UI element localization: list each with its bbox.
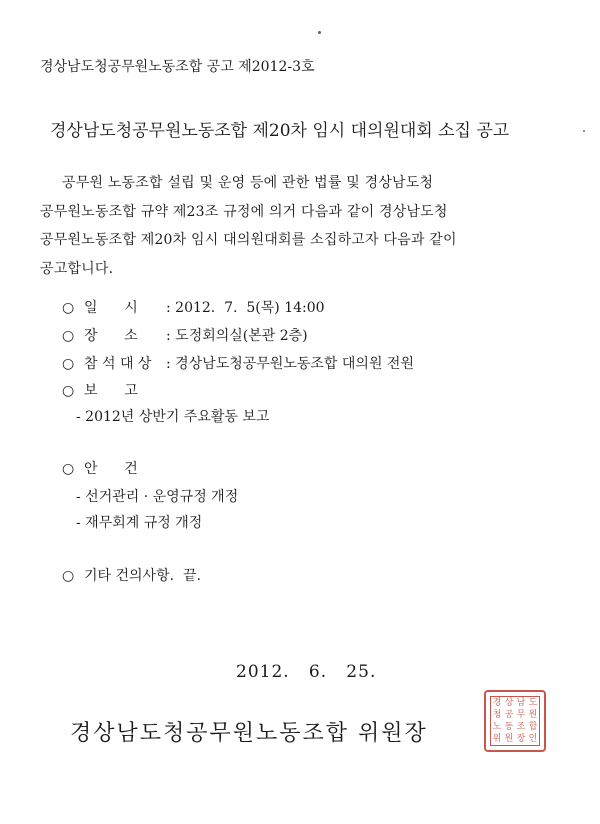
notice-number: 경상남도청공무원노동조합 공고 제2012-3호 <box>40 59 315 75</box>
item-place-value: : 도정회의실(본관 2층) <box>166 328 308 344</box>
item-agenda-sub-2: - 재무회계 규정 개정 <box>76 515 203 531</box>
item-report-sub: - 2012년 상반기 주요활동 보고 <box>76 409 270 425</box>
body-line-1: 공무원 노동조합 설립 및 운영 등에 관한 법률 및 경상남도청 <box>62 175 434 191</box>
bullet-icon: ○ <box>62 461 75 477</box>
seal-char: 합 <box>528 722 538 732</box>
scan-speck <box>318 31 321 34</box>
seal-char: 공 <box>504 710 514 720</box>
item-place-label: 장 소 <box>84 328 138 344</box>
item-agenda-sub-1: - 선거관리 · 운영규정 개정 <box>76 489 239 505</box>
body-line-2: 공무원노동조합 규약 제23조 규정에 의거 다음과 같이 경상남도청 <box>40 204 448 220</box>
seal-char: 남 <box>516 698 526 708</box>
seal-char: 동 <box>504 722 514 732</box>
item-date <box>62 297 325 317</box>
item-other <box>62 565 201 585</box>
item-other-text: 기타 건의사항. 끝. <box>84 568 201 584</box>
bullet-icon: ○ <box>62 328 75 344</box>
seal-grid <box>490 696 540 746</box>
seal-char: 조 <box>516 722 526 732</box>
seal-char: 위 <box>492 734 502 744</box>
item-report-label: 보 고 <box>84 383 138 399</box>
item-attendees-label: 참 석 대 상 <box>84 356 152 372</box>
body-line-4: 공고합니다. <box>40 261 114 277</box>
seal-char: 인 <box>528 734 538 744</box>
seal-char: 청 <box>492 710 502 720</box>
seal-char: 원 <box>504 734 514 744</box>
scan-speck <box>583 130 585 132</box>
item-date-value: : 2012. 7. 5(목) 14:00 <box>166 300 325 316</box>
seal-char: 노 <box>492 722 502 732</box>
item-attendees <box>62 353 414 373</box>
seal-char: 상 <box>504 698 514 708</box>
issue-date: 2012. 6. 25. <box>236 662 377 682</box>
seal-char: 원 <box>528 710 538 720</box>
bullet-icon: ○ <box>62 300 75 316</box>
seal-char: 도 <box>528 698 538 708</box>
bullet-icon: ○ <box>62 383 75 399</box>
item-report <box>62 380 166 400</box>
official-seal-icon <box>484 690 546 752</box>
bullet-icon: ○ <box>62 356 75 372</box>
item-attendees-value: : 경상남도청공무원노동조합 대의원 전원 <box>166 356 414 372</box>
seal-char: 경 <box>492 698 502 708</box>
document-title: 경상남도청공무원노동조합 제20차 임시 대의원대회 소집 공고 <box>50 121 510 141</box>
item-agenda <box>62 458 166 478</box>
item-agenda-label: 안 건 <box>84 461 138 477</box>
bullet-icon: ○ <box>62 568 75 584</box>
seal-char: 무 <box>516 710 526 720</box>
item-place <box>62 325 308 345</box>
item-date-label: 일 시 <box>84 300 138 316</box>
seal-char: 장 <box>516 734 526 744</box>
signer-name: 경상남도청공무원노동조합 위원장 <box>70 721 428 746</box>
body-line-3: 공무원노동조합 제20차 임시 대의원대회를 소집하고자 다음과 같이 <box>40 232 457 248</box>
